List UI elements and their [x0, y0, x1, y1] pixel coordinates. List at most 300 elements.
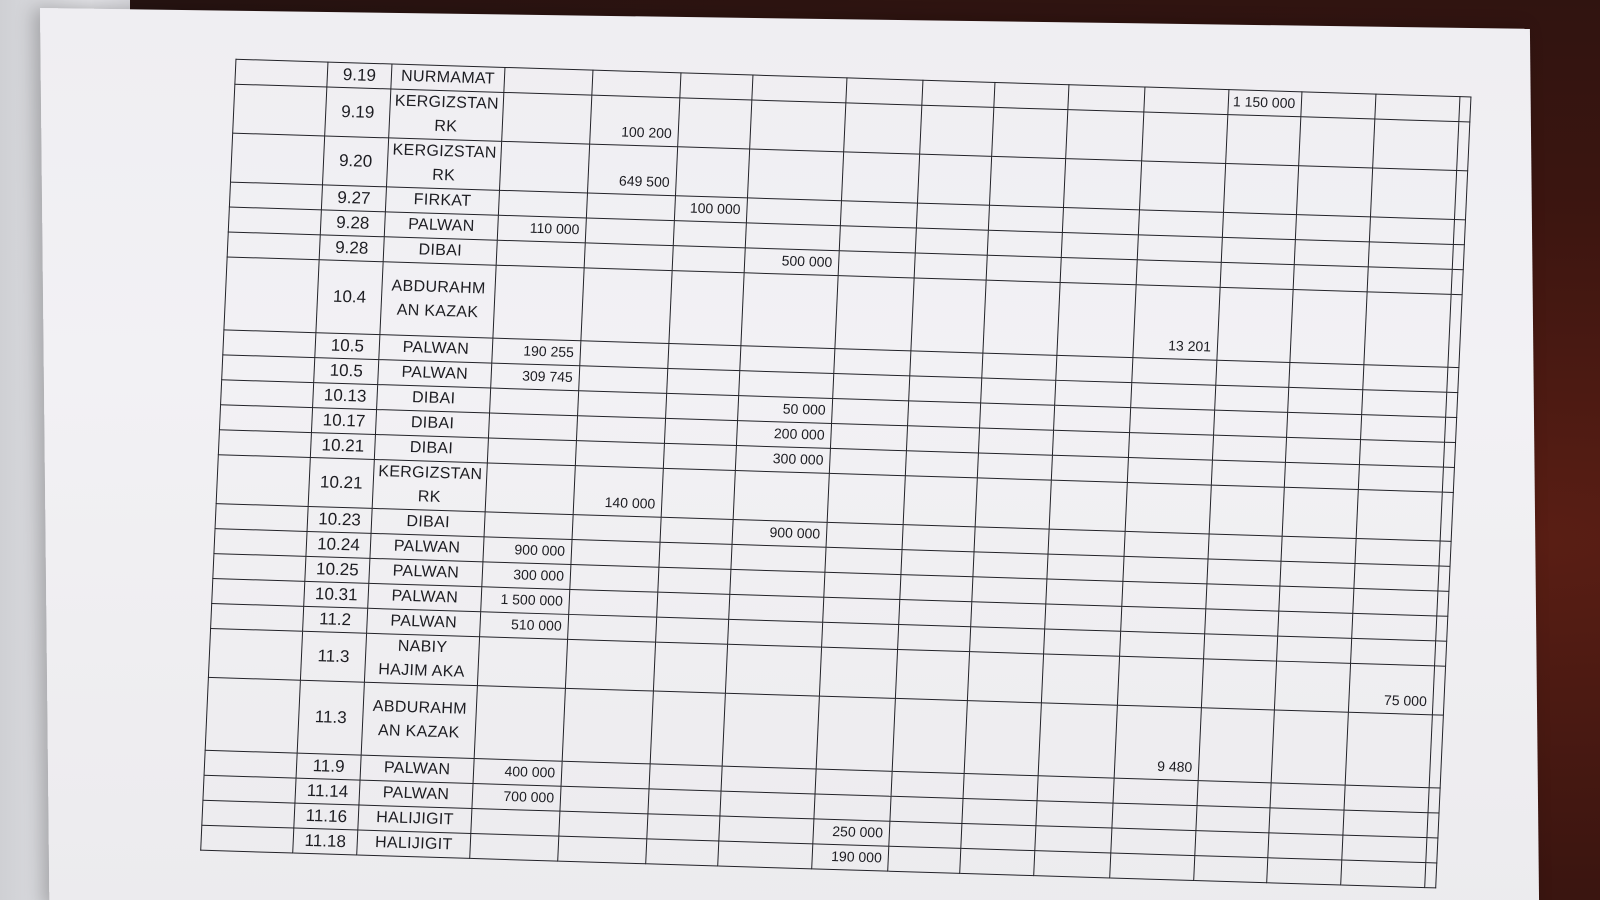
- amount-cell: [646, 839, 719, 866]
- amount-cell: [474, 686, 565, 762]
- amount-cell: [585, 218, 674, 246]
- amount-cell: 510 000: [480, 612, 569, 640]
- amount-cell: [487, 438, 576, 466]
- name-line: RK: [417, 488, 442, 506]
- name-line: PALWAN: [401, 363, 469, 383]
- amount-cell: [905, 451, 978, 478]
- amount-cell: [658, 567, 731, 594]
- amount-cell: [649, 764, 722, 791]
- blank-cell: [202, 800, 295, 828]
- name-cell: [360, 755, 474, 783]
- amount-cell: [1196, 806, 1270, 833]
- amount-cell: [650, 691, 725, 766]
- amount-cell: [906, 426, 979, 453]
- amount-cell: [963, 774, 1038, 801]
- ledger-body: [201, 59, 1472, 888]
- amount-cell: [844, 103, 922, 154]
- amount-cell: [1457, 122, 1470, 171]
- amount-cell: [1342, 835, 1427, 863]
- paper-sheet: [40, 8, 1539, 900]
- amount-cell: [728, 619, 823, 647]
- amount-cell: [750, 100, 846, 152]
- amount-cell: [1198, 708, 1275, 783]
- amount-cell: [1439, 541, 1451, 566]
- amount-cell: [672, 246, 745, 273]
- name-cell: [371, 508, 485, 536]
- amount-cell: [558, 836, 647, 864]
- amount-cell: [1034, 851, 1111, 878]
- name-cell: [364, 633, 479, 685]
- amount-cell: [1222, 212, 1296, 239]
- amount-cell: [1212, 435, 1286, 462]
- amount-cell: [721, 766, 816, 794]
- amount-cell: [960, 848, 1035, 875]
- amount-cell: 300 000: [735, 446, 830, 474]
- name-line: DIBAI: [418, 241, 463, 260]
- amount-cell: [1275, 661, 1351, 712]
- amount-cell: [1211, 460, 1285, 487]
- name-line: KERGIZSTAN: [392, 141, 498, 162]
- amount-cell: [1112, 803, 1197, 831]
- amount-cell: 700 000: [472, 784, 561, 812]
- name-line: DIBAI: [410, 414, 455, 433]
- name-line: DIBAI: [406, 512, 451, 532]
- amount-cell: [1041, 654, 1119, 705]
- amount-cell: [1125, 482, 1211, 534]
- amount-cell: [814, 794, 891, 821]
- amount-cell: [898, 625, 971, 652]
- amount-cell: [1113, 778, 1198, 806]
- amount-cell: [719, 816, 814, 844]
- amount-cell: [1285, 462, 1360, 489]
- name-cell: [385, 187, 499, 215]
- amount-cell: [964, 701, 1041, 776]
- amount-cell: [1194, 856, 1268, 883]
- amount-cell: [1367, 267, 1452, 295]
- amount-cell: [1216, 360, 1290, 387]
- name-cell: [386, 138, 501, 190]
- name-line: RK: [431, 166, 456, 185]
- amount-cell: [664, 418, 737, 445]
- amount-cell: [1068, 85, 1145, 112]
- amount-cell: [580, 341, 669, 369]
- amount-cell: [903, 476, 977, 527]
- amount-cell: [1279, 586, 1354, 613]
- amount-cell: [1052, 430, 1129, 457]
- blank-cell: [201, 825, 294, 853]
- amount-cell: [1354, 563, 1439, 591]
- amount-cell: [663, 443, 736, 470]
- amount-cell: [1288, 387, 1363, 414]
- amount-cell: [1286, 437, 1361, 464]
- ledger-table: [200, 59, 1472, 889]
- amount-cell: [485, 463, 575, 515]
- name-line: AN KAZAK: [377, 722, 460, 742]
- date-cell: 9.20: [322, 136, 388, 187]
- amount-cell: [1355, 538, 1440, 566]
- name-cell: [374, 435, 488, 463]
- amount-cell: [1038, 703, 1117, 778]
- amount-cell: [1370, 217, 1455, 245]
- amount-cell: [496, 240, 585, 268]
- amount-cell: [1064, 159, 1142, 210]
- amount-cell: [1351, 638, 1436, 666]
- blank-cell: [233, 84, 327, 136]
- amount-cell: [1122, 581, 1207, 609]
- blank-cell: [211, 604, 304, 632]
- amount-cell: [973, 552, 1048, 579]
- blank-cell: [223, 330, 316, 358]
- name-cell: [377, 385, 491, 413]
- date-cell: 11.3: [300, 631, 366, 682]
- amount-cell: [899, 600, 972, 627]
- date-cell: 9.28: [320, 210, 385, 237]
- amount-cell: [987, 230, 1062, 257]
- amount-cell: [1433, 666, 1446, 715]
- amount-cell: [1206, 584, 1280, 611]
- amount-cell: [730, 569, 825, 597]
- amount-cell: [1208, 534, 1282, 561]
- amount-cell: [975, 478, 1051, 529]
- amount-cell: [1295, 240, 1370, 267]
- amount-cell: [1132, 358, 1217, 386]
- amount-cell: [1363, 365, 1448, 393]
- amount-cell: [1271, 710, 1348, 785]
- amount-cell: [1371, 168, 1457, 220]
- amount-cell: [576, 416, 665, 444]
- amount-cell: [1066, 110, 1144, 161]
- blank-cell: [235, 59, 328, 87]
- amount-cell: 900 000: [483, 537, 572, 565]
- amount-cell: [838, 251, 915, 278]
- amount-cell: [731, 544, 826, 572]
- amount-cell: 309 745: [491, 363, 580, 391]
- blank-cell: [224, 257, 319, 333]
- amount-cell: [648, 789, 721, 816]
- amount-cell: [659, 542, 732, 569]
- amount-cell: [1061, 232, 1138, 259]
- amount-cell: [1051, 455, 1128, 482]
- amount-cell: [833, 374, 910, 401]
- amount-cell: [909, 376, 982, 403]
- amount-cell: [1270, 783, 1345, 810]
- amount-cell: [1444, 442, 1456, 467]
- amount-cell: [1451, 269, 1463, 294]
- name-line: AN KAZAK: [396, 301, 479, 322]
- amount-cell: [842, 152, 920, 203]
- amount-cell: [901, 550, 974, 577]
- amount-cell: [725, 644, 821, 696]
- amount-cell: 75 000: [1349, 663, 1435, 715]
- amount-cell: [1207, 559, 1281, 586]
- amount-cell: [1352, 613, 1437, 641]
- date-cell: 10.4: [316, 260, 383, 335]
- amount-cell: [1049, 480, 1127, 531]
- amount-cell: [916, 203, 989, 230]
- amount-cell: [1205, 609, 1279, 636]
- date-cell: 11.18: [293, 828, 358, 855]
- amount-cell: [1045, 604, 1122, 631]
- amount-cell: [1287, 412, 1362, 439]
- amount-cell: [733, 471, 829, 523]
- name-line: FIRKAT: [413, 191, 472, 210]
- amount-cell: [673, 221, 746, 248]
- amount-cell: [902, 525, 975, 552]
- amount-cell: [978, 428, 1053, 455]
- amount-cell: [983, 280, 1060, 355]
- amount-cell: [484, 512, 573, 540]
- date-cell: 10.21: [310, 433, 375, 460]
- amount-cell: [1428, 788, 1440, 813]
- amount-cell: [565, 639, 655, 691]
- amount-cell: [1268, 833, 1343, 860]
- name-line: ABDURAHM: [372, 697, 468, 718]
- amount-cell: [1037, 776, 1114, 803]
- amount-cell: [1438, 566, 1450, 591]
- amount-cell: [1282, 487, 1358, 538]
- amount-cell: [1289, 362, 1364, 389]
- amount-cell: [890, 796, 963, 823]
- blank-cell: [208, 628, 302, 680]
- amount-cell: [667, 368, 740, 395]
- amount-cell: [1455, 171, 1468, 220]
- amount-cell: [1201, 659, 1276, 710]
- blank-cell: [204, 750, 297, 778]
- amount-cell: [1448, 294, 1462, 367]
- amount-cell: [676, 147, 750, 198]
- amount-cell: [895, 649, 969, 700]
- amount-cell: [990, 156, 1066, 207]
- amount-cell: [1445, 417, 1457, 442]
- amount-cell: [830, 423, 907, 450]
- amount-cell: 200 000: [736, 421, 831, 449]
- amount-cell: 50 000: [738, 396, 833, 424]
- amount-cell: [816, 696, 895, 771]
- name-line: PALWAN: [382, 784, 450, 804]
- name-cell: [378, 360, 492, 388]
- amount-cell: 140 000: [573, 466, 663, 518]
- amount-cell: [660, 517, 733, 544]
- blank-cell: [219, 405, 312, 433]
- amount-cell: [1214, 410, 1288, 437]
- name-line: NURMAMAT: [400, 67, 496, 88]
- date-cell: 10.13: [313, 383, 378, 410]
- amount-cell: [1142, 112, 1228, 164]
- amount-cell: [829, 448, 906, 475]
- date-cell: 11.16: [294, 803, 359, 830]
- amount-cell: [1454, 219, 1466, 244]
- amount-cell: [1297, 166, 1373, 217]
- amount-cell: [1111, 828, 1196, 856]
- amount-cell: [562, 688, 653, 764]
- amount-cell: [579, 366, 668, 394]
- amount-cell: [729, 594, 824, 622]
- amount-cell: [720, 791, 815, 819]
- amount-cell: [977, 453, 1052, 480]
- amount-cell: [748, 149, 844, 201]
- amount-cell: 100 000: [674, 196, 747, 223]
- amount-cell: [892, 698, 967, 773]
- date-cell: 11.14: [295, 778, 360, 805]
- amount-cell: [1296, 215, 1371, 242]
- amount-cell: 1 150 000: [1228, 90, 1302, 117]
- amount-cell: [1047, 554, 1124, 581]
- amount-cell: [752, 75, 847, 103]
- amount-cell: [1299, 117, 1375, 168]
- date-cell: 10.5: [315, 333, 380, 360]
- amount-cell: 400 000: [473, 759, 562, 787]
- amount-cell: [826, 522, 903, 549]
- amount-cell: [498, 190, 587, 218]
- amount-cell: [1137, 235, 1222, 263]
- blank-cell: [218, 430, 311, 458]
- amount-cell: [967, 652, 1043, 703]
- amount-cell: [490, 388, 579, 416]
- amount-cell: [1364, 292, 1451, 367]
- name-line: PALWAN: [383, 759, 451, 779]
- name-line: PALWAN: [390, 612, 458, 632]
- amount-cell: [1044, 629, 1121, 656]
- amount-cell: [1130, 408, 1215, 436]
- amount-cell: [1060, 257, 1137, 284]
- amount-cell: [668, 343, 741, 370]
- amount-cell: [1267, 858, 1342, 885]
- amount-cell: [911, 278, 986, 353]
- amount-cell: [888, 846, 961, 873]
- amount-cell: [581, 268, 672, 344]
- amount-cell: [972, 577, 1047, 604]
- amount-cell: [1269, 808, 1344, 835]
- amount-cell: [900, 575, 973, 602]
- blank-cell: [215, 504, 308, 532]
- amount-cell: [680, 73, 753, 100]
- amount-cell: [669, 271, 744, 346]
- amount-cell: [825, 547, 902, 574]
- name-cell: [375, 410, 489, 438]
- amount-cell: [1121, 606, 1206, 634]
- amount-cell: 900 000: [732, 519, 827, 547]
- amount-cell: [981, 378, 1056, 405]
- amount-cell: [839, 226, 916, 253]
- date-cell: 9.28: [319, 235, 384, 262]
- amount-cell: [647, 814, 720, 841]
- amount-cell: [1341, 860, 1426, 888]
- amount-cell: [584, 243, 673, 271]
- amount-cell: [722, 693, 819, 769]
- amount-cell: [1345, 712, 1432, 787]
- amount-cell: 190 000: [812, 844, 889, 871]
- blank-cell: [212, 579, 305, 607]
- name-line: ABDURAHM: [391, 277, 486, 298]
- amount-cell: [1226, 115, 1301, 166]
- amount-cell: [992, 107, 1068, 158]
- name-line: PALWAN: [391, 587, 459, 607]
- amount-cell: 250 000: [813, 819, 890, 846]
- amount-cell: [835, 276, 914, 351]
- amount-cell: [592, 70, 681, 98]
- amount-cell: [657, 592, 730, 619]
- date-cell: 11.9: [296, 753, 361, 780]
- name-cell: [370, 533, 484, 561]
- amount-cell: [1195, 831, 1269, 858]
- amount-cell: [1138, 210, 1223, 238]
- amount-cell: [1369, 242, 1454, 270]
- blank-cell: [228, 207, 321, 235]
- name-cell: [389, 89, 504, 141]
- amount-cell: [994, 82, 1069, 109]
- amount-cell: [569, 589, 658, 617]
- amount-cell: [504, 67, 593, 95]
- blank-cell: [229, 182, 322, 210]
- amount-cell: [982, 353, 1057, 380]
- amount-cell: 190 255: [492, 338, 581, 366]
- amount-cell: [1356, 490, 1442, 542]
- amount-cell: [1429, 715, 1443, 788]
- amount-cell: [1056, 355, 1133, 382]
- amount-cell: [1453, 244, 1465, 269]
- name-cell: [358, 805, 472, 833]
- date-cell: 10.25: [305, 556, 370, 583]
- amount-cell: [678, 98, 752, 149]
- amount-cell: [1446, 392, 1458, 417]
- amount-cell: 500 000: [744, 248, 839, 276]
- amount-cell: [1435, 641, 1447, 666]
- date-cell: 10.23: [307, 506, 372, 533]
- name-line: KERGIZSTAN: [394, 92, 500, 113]
- amount-cell: [1459, 97, 1471, 122]
- date-cell: 9.19: [325, 87, 391, 138]
- name-cell: [357, 830, 471, 858]
- name-cell: [361, 682, 477, 758]
- amount-cell: [1128, 433, 1213, 461]
- blank-cell: [203, 775, 296, 803]
- name-line: DIBAI: [409, 439, 454, 458]
- amount-cell: 649 500: [588, 144, 678, 196]
- name-line: RK: [433, 117, 458, 136]
- blank-cell: [214, 529, 307, 557]
- amount-cell: [1217, 287, 1294, 362]
- amount-cell: [745, 223, 840, 251]
- blank-cell: [227, 232, 320, 260]
- amount-cell: [1140, 161, 1226, 213]
- amount-cell: [1280, 561, 1355, 588]
- name-line: HALIJIGIT: [375, 809, 454, 829]
- blank-cell: [205, 677, 300, 753]
- amount-cell: [1136, 260, 1221, 288]
- amount-cell: [477, 637, 567, 689]
- amount-cell: [1375, 94, 1460, 122]
- amount-cell: [1437, 591, 1449, 616]
- amount-cell: [819, 647, 897, 698]
- name-line: DIBAI: [411, 389, 456, 408]
- amount-cell: [739, 371, 834, 399]
- blank-cell: [216, 455, 310, 507]
- amount-cell: [586, 193, 675, 221]
- amount-cell: [471, 808, 560, 836]
- amount-cell: [971, 602, 1046, 629]
- amount-cell: [1362, 390, 1447, 418]
- amount-cell: [962, 798, 1037, 825]
- amount-cell: [1344, 785, 1429, 813]
- amount-cell: [1055, 380, 1132, 407]
- amount-cell: [840, 201, 917, 228]
- amount-cell: [834, 349, 911, 376]
- amount-cell: [824, 572, 901, 599]
- amount-cell: [575, 441, 664, 469]
- amount-cell: [823, 597, 900, 624]
- amount-cell: [1425, 863, 1437, 888]
- amount-cell: [908, 401, 981, 428]
